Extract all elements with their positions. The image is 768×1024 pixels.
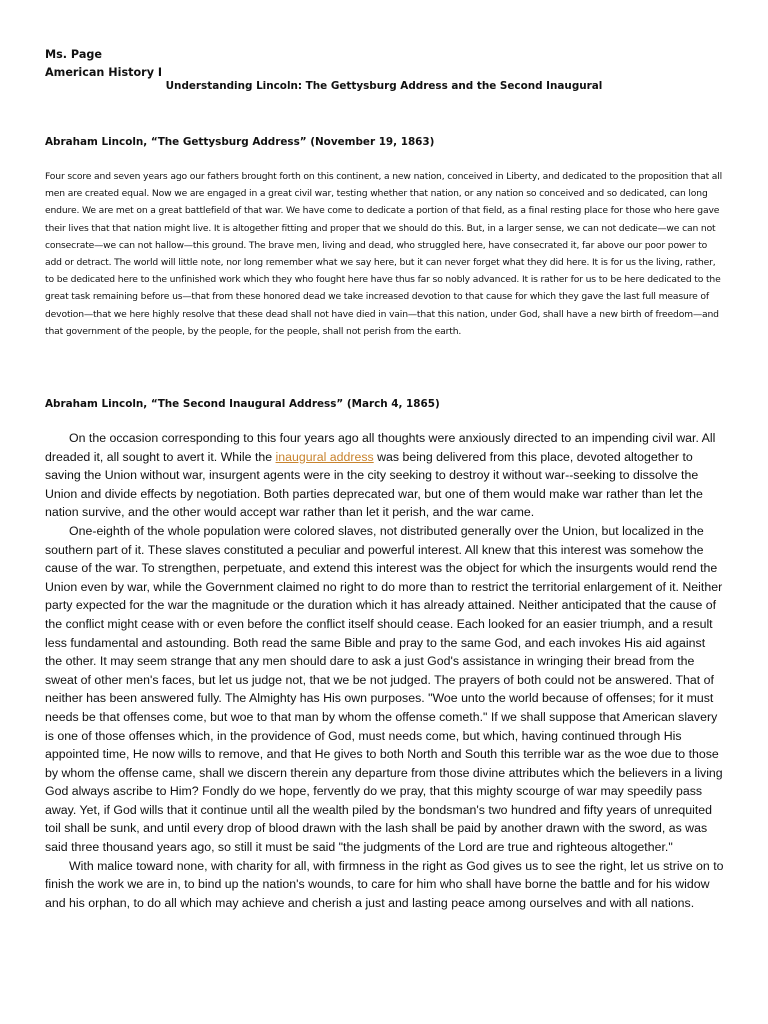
gettysburg-heading: Abraham Lincoln, “The Gettysburg Address” (November 19, 1863) xyxy=(45,136,435,148)
document-header xyxy=(45,46,162,82)
inaugural-p1-before: On the occasion corresponding to this four years ago all thoughts were anxiously directed to an impending civil war. All dreaded it, all sought to avert it. While the xyxy=(45,431,716,464)
inaugural-paragraph-2: One-eighth of the whole population were colored slaves, not distributed generally over the Union, but localized in the southern part of it. These slaves constituted a peculiar and powerful interest. All knew that this interest was somehow the cause of the war. To strengthen, perpetuate, and extend this interest was the object for which the insurgents would rend the Union even by war, while the Government claimed no right to do more than to restrict the territorial enlargement of it. Neither party expected for the war the magnitude or the duration which it has already attained. Neither anticipated that the cause of the conflict might cease with or even before the conflict itself should cease. Each looked for an easier triumph, and a result less fundamental and astounding. Both read the same Bible and pray to the same God, and each invokes His aid against the other. It may seem strange that any men should dare to ask a just God's assistance in wringing their bread from the sweat of other men's faces, but let us judge not, that we be not judged. The prayers of both could not be answered. That of neither has been answered fully. The Almighty has His own purposes. "Woe unto the world because of offenses; for it must needs be that offenses come, but woe to that man by whom the offense cometh." If we shall suppose that American slavery is one of those offenses which, in the providence of God, must needs come, but which, having continued through His appointed time, He now wills to remove, and that He gives to both North and South this terrible war as the woe due to those by whom the offense came, shall we discern therein any departure from those divine attributes which the believers in a living God always ascribe to Him? Fondly do we hope, fervently do we pray, that this mighty scourge of war may speedily pass away. Yet, if God wills that it continue until all the wealth piled by the bondsman's two hundred and fifty years of unrequited toil shall be sunk, and until every drop of blood drawn with the lash shall be paid by another drawn with the sword, as was said three thousand years ago, so still it must be said "the judgments of the Lord are true and righteous altogether." xyxy=(45,523,723,855)
inaugural-address-link[interactable]: inaugural address xyxy=(275,449,374,464)
second-inaugural-text xyxy=(45,429,725,912)
document-title xyxy=(0,80,768,92)
teacher-name: Ms. Page xyxy=(45,48,102,61)
inaugural-p1-after: was being delivered from this place, devoted altogether to saving the Union without war, insurgent agents were in the city seeking to destroy it without war--seeking to dissolve the Union and divide effects by negotiation. Both parties deprecated war, but one of them would make war rather than let the nation survive, and the other would accept war rather than let it perish, and the war came. xyxy=(45,449,703,520)
inaugural-paragraph-3: With malice toward none, with charity for all, with firmness in the right as God gives us to see the right, let us strive on to finish the work we are in, to bind up the nation's wounds, to care for him who shall have borne the battle and for his widow and his orphan, to do all which may achieve and cherish a just and lasting peace among ourselves and with all nations. xyxy=(45,858,724,910)
gettysburg-text: Four score and seven years ago our fathers brought forth on this continent, a new nation, conceived in Liberty, and dedicated to the proposition that all men are created equal. Now we are engaged in a great civil war, testing whether that nation, or any nation so conceived and so dedicated, can long endure. We are met on a great battlefield of that war. We have come to dedicate a portion of that field, as a final resting place for those who here gave their lives that that nation might live. It is altogether fitting and proper that we should do this. But, in a larger sense, we can not dedicate—we can not consecrate—we can not hallow—this ground. The brave men, living and dead, who struggled here, have consecrated it, far above our poor power to add or detract. The world will little note, nor long remember what we say here, but it can never forget what they did here. It is for us the living, rather, to be dedicated here to the unfinished work which they who fought here have thus far so nobly advanced. It is rather for us to be here dedicated to the great task remaining before us—that from these honored dead we take increased devotion to that cause for which they gave the last full measure of devotion—that we here highly resolve that these dead shall not have died in vain—that this nation, under God, shall have a new birth of freedom—and that government of the people, by the people, for the people, shall not perish from the earth. xyxy=(45,171,723,337)
second-inaugural-heading: Abraham Lincoln, “The Second Inaugural Address” (March 4, 1865) xyxy=(45,398,440,410)
document-title-text: Understanding Lincoln: The Gettysburg Address and the Second Inaugural xyxy=(165,80,603,92)
inaugural-paragraph-1 xyxy=(45,429,725,522)
course-name: American History I xyxy=(45,66,163,79)
